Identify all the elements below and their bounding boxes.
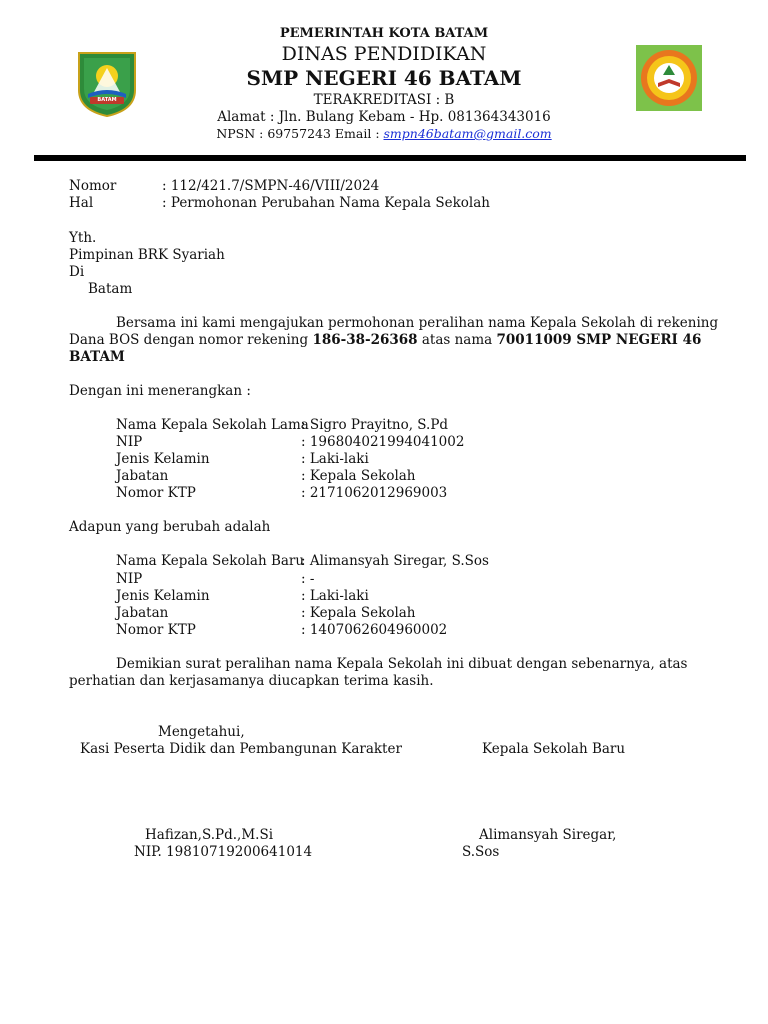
left-signatory-nip: NIP. 19810719200641014 <box>134 844 313 860</box>
hal-value: : Permohonan Perubahan Nama Kepala Sekolah <box>162 195 490 211</box>
left-signatory-name: Hafizan,S.Pd.,M.Si <box>145 827 274 843</box>
new-head-value: : Alimansyah Siregar, S.Sos <box>301 553 489 569</box>
old-head-label: Jenis Kelamin <box>116 451 210 467</box>
new-head-value: : - <box>301 571 315 587</box>
right-signatory-name: Alimansyah Siregar, <box>479 827 617 843</box>
hal-label: Hal <box>69 195 94 211</box>
new-head-value: : Laki-laki <box>301 588 369 604</box>
school-address: Alamat : Jln. Bulang Kebam - Hp. 081364343016 <box>217 109 551 125</box>
npsn-email-prefix: NPSN : 69757243 Email : <box>216 126 384 141</box>
old-head-label: Nomor KTP <box>116 485 196 501</box>
old-head-value: : Kepala Sekolah <box>301 468 416 484</box>
email-link[interactable]: smpn46batam@gmail.com <box>383 126 552 141</box>
batam-crest-text: BATAM <box>97 97 117 103</box>
department-name: DINAS PENDIDIKAN <box>281 43 487 65</box>
new-head-label: Jenis Kelamin <box>116 588 210 604</box>
new-head-label: NIP <box>116 571 143 587</box>
left-signature-heading: Mengetahui, <box>158 724 245 740</box>
government-name: PEMERINTAH KOTA BATAM <box>279 26 489 41</box>
intro-old-head: Dengan ini menerangkan : <box>69 383 251 399</box>
body-paragraph-line2 <box>69 332 701 348</box>
left-signature-title: Kasi Peserta Didik dan Pembangunan Karakter <box>80 741 402 757</box>
old-head-label: Jabatan <box>116 468 169 484</box>
old-head-value: : Sigro Prayitno, S.Pd <box>301 417 449 433</box>
intro-new-head: Adapun yang berubah adalah <box>69 519 271 535</box>
new-head-label: Nama Kepala Sekolah Baru <box>116 553 305 569</box>
new-head-value: : Kepala Sekolah <box>301 605 416 621</box>
npsn-email-line <box>0 126 768 141</box>
old-head-label: NIP <box>116 434 143 450</box>
nomor-label: Nomor <box>69 178 117 194</box>
new-head-value: : 1407062604960002 <box>301 622 448 638</box>
accreditation: TERAKREDITASI : B <box>313 92 455 108</box>
recipient-name: Pimpinan BRK Syariah <box>69 247 225 263</box>
recipient-city: Batam <box>88 281 133 297</box>
right-signature-title: Kepala Sekolah Baru <box>482 741 626 757</box>
closing-line1: Demikian surat peralihan nama Kepala Sekolah ini dibuat dengan sebenarnya, atas <box>116 656 688 672</box>
old-head-value: : 2171062012969003 <box>301 485 448 501</box>
account-number: 186-38-26368 <box>312 332 418 348</box>
account-name: 70011009 SMP NEGERI 46 <box>496 332 702 348</box>
recipient-yth: Yth. <box>69 230 97 246</box>
body-paragraph-text-b: atas nama <box>417 332 497 348</box>
new-head-label: Jabatan <box>116 605 169 621</box>
letterhead-divider <box>34 155 746 161</box>
body-paragraph-line1: Bersama ini kami mengajukan permohonan peralihan nama Kepala Sekolah di rekening <box>116 315 719 331</box>
account-name-continued: BATAM <box>69 349 125 365</box>
old-head-value: : Laki-laki <box>301 451 369 467</box>
old-head-value: : 196804021994041002 <box>301 434 465 450</box>
body-paragraph-text-a: Dana BOS dengan nomor rekening <box>69 332 313 348</box>
school-name: SMP NEGERI 46 BATAM <box>246 66 522 90</box>
nomor-value: : 112/421.7/SMPN-46/VIII/2024 <box>162 178 380 194</box>
closing-line2: perhatian dan kerjasamanya diucapkan terima kasih. <box>69 673 434 689</box>
recipient-di: Di <box>69 264 85 280</box>
new-head-label: Nomor KTP <box>116 622 196 638</box>
old-head-label: Nama Kepala Sekolah Lama <box>116 417 309 433</box>
right-signatory-degree: S.Sos <box>462 844 500 860</box>
